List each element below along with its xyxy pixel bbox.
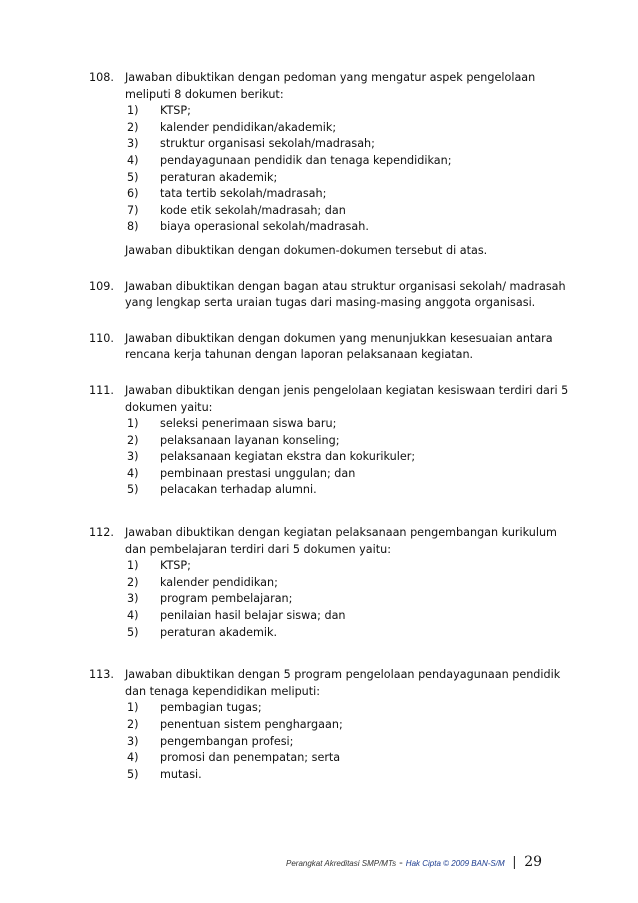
sub-list-item bbox=[125, 482, 569, 499]
item-text: Jawaban dibuktikan dengan jenis pengelolaan kegiatan kesiswaan terdiri dari 5 dokumen yaitu: bbox=[125, 383, 569, 414]
sub-item-number: 1) bbox=[127, 559, 139, 573]
sub-item-number: 8) bbox=[127, 220, 139, 234]
item-text: Jawaban dibuktikan dengan 5 program pengelolaan pendayagunaan pendidik dan tenaga kependidikan meliputi: bbox=[125, 668, 561, 698]
sub-list-item bbox=[125, 153, 569, 170]
sub-item-number: 2) bbox=[127, 575, 139, 589]
sub-item-text: KTSP; bbox=[160, 559, 191, 573]
sub-list-item bbox=[125, 625, 569, 642]
sub-list-item bbox=[125, 717, 569, 734]
sub-item-text: kalender pendidikan; bbox=[160, 575, 278, 589]
sub-list bbox=[125, 416, 569, 499]
item-text: Jawaban dibuktikan dengan bagan atau struktur organisasi sekolah/ madrasah yang lengkap serta uraian tugas dari masing-masing anggota organisasi. bbox=[125, 279, 566, 310]
sub-item-text: mutasi. bbox=[160, 767, 202, 781]
sub-item-text: peraturan akademik. bbox=[160, 625, 278, 639]
sub-item-number: 2) bbox=[127, 120, 139, 134]
sub-item-text: promosi dan penempatan; serta bbox=[160, 751, 341, 765]
list-item bbox=[89, 667, 569, 783]
sub-item-text: peraturan akademik; bbox=[160, 170, 278, 184]
sub-item-number: 4) bbox=[127, 751, 139, 765]
footer-separator: - bbox=[399, 857, 403, 869]
sub-list bbox=[125, 103, 569, 236]
item-text: Jawaban dibuktikan dengan kegiatan pelaksanaan pengembangan kurikulum dan pembelajaran terdiri dari 5 dokumen yaitu: bbox=[125, 526, 557, 556]
document-body bbox=[89, 70, 569, 783]
sub-list-item bbox=[125, 203, 569, 220]
sub-item-number: 1) bbox=[127, 701, 139, 715]
list-item bbox=[89, 70, 569, 260]
footer-divider: | bbox=[512, 853, 517, 869]
sub-list-item bbox=[125, 103, 569, 120]
sub-item-text: struktur organisasi sekolah/madrasah; bbox=[160, 137, 375, 151]
item-number: 113. bbox=[89, 668, 114, 682]
sub-list-item bbox=[125, 591, 569, 608]
sub-item-number: 3) bbox=[127, 734, 139, 748]
sub-item-number: 7) bbox=[127, 203, 139, 217]
sub-item-number: 3) bbox=[127, 450, 139, 464]
sub-item-number: 6) bbox=[127, 187, 139, 201]
sub-list-item bbox=[125, 750, 569, 767]
item-number: 111. bbox=[89, 383, 114, 397]
sub-item-number: 4) bbox=[127, 609, 139, 623]
page-footer bbox=[286, 853, 542, 870]
sub-item-number: 2) bbox=[127, 433, 139, 447]
sub-list-item bbox=[125, 449, 569, 466]
list-item bbox=[89, 279, 569, 312]
sub-item-text: penentuan sistem penghargaan; bbox=[160, 718, 343, 731]
sub-item-number: 5) bbox=[127, 483, 139, 497]
sub-list-item bbox=[125, 700, 569, 717]
sub-list-item bbox=[125, 466, 569, 483]
sub-item-text: pembagian tugas; bbox=[160, 701, 262, 715]
sub-list-item bbox=[125, 433, 569, 450]
sub-item-text: KTSP; bbox=[160, 104, 191, 118]
item-closing-text: Jawaban dibuktikan dengan dokumen-dokumen tersebut di atas. bbox=[125, 243, 488, 257]
sub-item-text: biaya operasional sekolah/madrasah. bbox=[160, 220, 369, 234]
sub-item-text: pembinaan prestasi unggulan; dan bbox=[160, 466, 356, 480]
sub-list-item bbox=[125, 170, 569, 187]
sub-item-number: 2) bbox=[127, 718, 139, 731]
sub-list-item bbox=[125, 120, 569, 137]
sub-item-text: penilaian hasil belajar siswa; dan bbox=[160, 609, 346, 623]
footer-copyright: Hak Cipta © 2009 BAN-S/M bbox=[405, 859, 505, 868]
sub-list-item bbox=[125, 734, 569, 751]
sub-item-number: 3) bbox=[127, 137, 139, 151]
item-number: 110. bbox=[89, 331, 114, 345]
sub-list bbox=[125, 558, 569, 641]
list-item bbox=[89, 331, 569, 364]
sub-item-text: program pembelajaran; bbox=[160, 592, 293, 606]
item-number: 108. bbox=[89, 71, 114, 84]
sub-list-item bbox=[125, 767, 569, 784]
sub-list-item bbox=[125, 558, 569, 575]
list-item bbox=[89, 383, 569, 499]
sub-item-number: 4) bbox=[127, 153, 139, 167]
sub-item-text: pengembangan profesi; bbox=[160, 734, 294, 748]
sub-item-text: seleksi penerimaan siswa baru; bbox=[160, 417, 337, 431]
item-number: 109. bbox=[89, 279, 114, 293]
sub-item-number: 1) bbox=[127, 417, 139, 431]
item-number: 112. bbox=[89, 526, 114, 540]
item-text: Jawaban dibuktikan dengan dokumen yang menunjukkan kesesuaian antara rencana kerja tahunan dengan laporan pelaksanaan kegiatan. bbox=[125, 331, 553, 362]
sub-item-text: pelacakan terhadap alumni. bbox=[160, 483, 317, 497]
sub-item-number: 1) bbox=[127, 104, 139, 118]
sub-item-text: pelaksanaan kegiatan ekstra dan kokurikuler; bbox=[160, 450, 416, 464]
sub-item-number: 5) bbox=[127, 767, 139, 781]
sub-item-text: pelaksanaan layanan konseling; bbox=[160, 433, 340, 447]
sub-list-item bbox=[125, 219, 569, 236]
sub-item-text: tata tertib sekolah/madrasah; bbox=[160, 187, 327, 201]
sub-list-item bbox=[125, 416, 569, 433]
sub-item-number: 3) bbox=[127, 592, 139, 606]
sub-item-text: kode etik sekolah/madrasah; dan bbox=[160, 203, 346, 217]
sub-item-number: 5) bbox=[127, 170, 139, 184]
sub-item-text: kalender pendidikan/akademik; bbox=[160, 120, 337, 134]
item-text: Jawaban dibuktikan dengan pedoman yang mengatur aspek pengelolaan meliputi 8 dokumen berikut: bbox=[125, 71, 536, 101]
sub-list-item bbox=[125, 136, 569, 153]
sub-list bbox=[125, 700, 569, 783]
sub-list-item bbox=[125, 575, 569, 592]
sub-item-number: 4) bbox=[127, 466, 139, 480]
sub-list-item bbox=[125, 186, 569, 203]
page-number: 29 bbox=[524, 854, 543, 870]
sub-item-text: pendayagunaan pendidik dan tenaga kependidikan; bbox=[160, 153, 452, 167]
list-item bbox=[89, 525, 569, 641]
footer-title: Perangkat Akreditasi SMP/MTs bbox=[286, 859, 397, 868]
sub-list-item bbox=[125, 608, 569, 625]
sub-item-number: 5) bbox=[127, 625, 139, 639]
